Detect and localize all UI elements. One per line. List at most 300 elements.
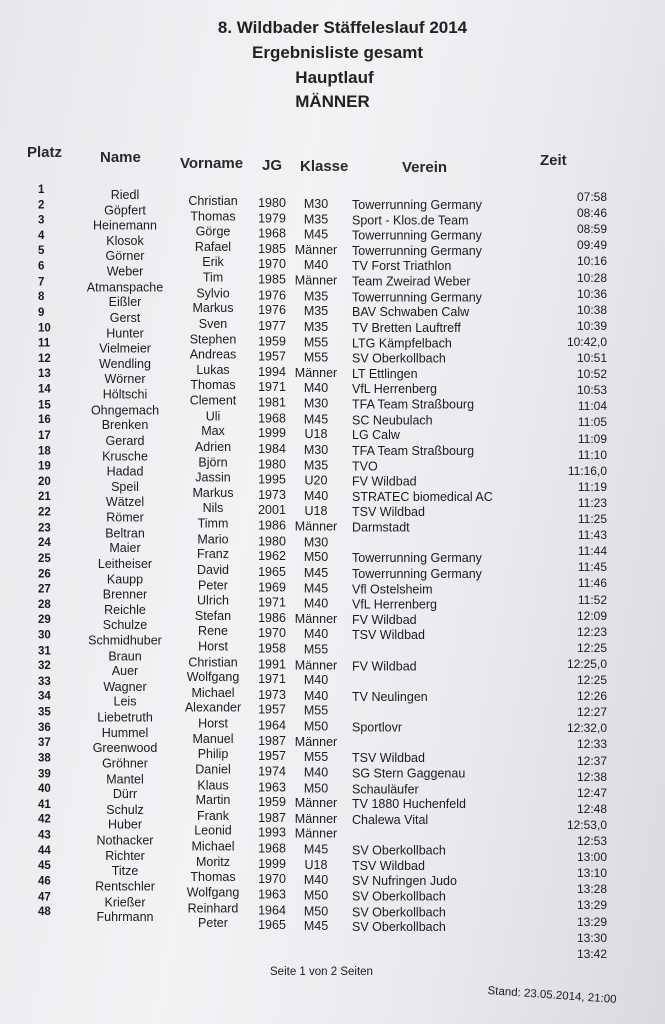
cell-name: Leis xyxy=(113,695,137,710)
cell-jg: 1976 xyxy=(258,288,286,303)
cell-name: Riedl xyxy=(110,188,140,202)
cell-klasse: Männer xyxy=(294,796,338,811)
cell-platz: 23 xyxy=(38,522,51,535)
cell-platz: 5 xyxy=(38,245,45,258)
cell-jg: 1973 xyxy=(258,487,286,502)
time-value: 12:32,0 xyxy=(566,721,607,736)
cell-klasse: M45 xyxy=(303,581,329,596)
time-value: 11:44 xyxy=(577,544,607,559)
time-value: 10:16 xyxy=(576,254,607,269)
time-value: 12:48 xyxy=(576,801,607,816)
time-value: 12:37 xyxy=(576,753,607,768)
cell-vorname: Christian xyxy=(188,654,238,669)
cell-verein: FV Wildbad xyxy=(352,658,417,673)
cell-klasse: M40 xyxy=(303,673,329,688)
cell-vorname: Görge xyxy=(195,224,231,239)
time-value: 10:42,0 xyxy=(566,334,607,349)
cell-vorname: Ulrich xyxy=(197,593,229,608)
cell-name: Wendling xyxy=(99,357,151,372)
cell-platz: 48 xyxy=(38,906,51,919)
cell-verein: TSV Wildbad xyxy=(352,505,425,520)
cell-jg: 1968 xyxy=(258,226,286,241)
cell-jg: 1971 xyxy=(258,595,286,610)
cell-klasse: Männer xyxy=(294,519,338,534)
cell-vorname: Lukas xyxy=(196,363,230,378)
cell-name: Wörner xyxy=(104,372,146,387)
cell-platz: 17 xyxy=(38,429,51,442)
time-value: 13:30 xyxy=(576,930,607,945)
cell-vorname: Daniel xyxy=(195,762,231,777)
column-header-klasse: Klasse xyxy=(300,158,349,175)
cell-jg: 1976 xyxy=(258,303,286,318)
cell-platz: 2 xyxy=(38,199,45,212)
cell-platz: 38 xyxy=(38,752,51,765)
cell-vorname: Michael xyxy=(191,839,235,854)
cell-platz: 47 xyxy=(38,890,51,903)
cell-vorname: Uli xyxy=(205,409,221,424)
cell-klasse: M45 xyxy=(303,919,329,934)
cell-verein: FV Wildbad xyxy=(352,612,417,627)
time-value: 11:09 xyxy=(577,431,607,446)
cell-platz: 41 xyxy=(38,798,51,811)
cell-vorname: Horst xyxy=(198,716,228,731)
cell-name: Klosok xyxy=(106,234,144,249)
cell-vorname: Christian xyxy=(188,194,238,208)
cell-name: Speil xyxy=(111,479,139,494)
cell-klasse: M30 xyxy=(303,535,329,550)
column-header-zeit: Zeit xyxy=(540,152,567,169)
cell-verein: LG Calw xyxy=(352,428,400,443)
cell-vorname: Peter xyxy=(198,578,228,593)
time-value: 13:10 xyxy=(576,866,607,881)
cell-platz: 28 xyxy=(38,598,51,611)
cell-jg: 1994 xyxy=(258,365,286,380)
cell-jg: 1962 xyxy=(258,549,286,564)
cell-jg: 1980 xyxy=(258,196,286,210)
cell-platz: 27 xyxy=(38,583,51,596)
time-value: 12:26 xyxy=(576,689,607,704)
cell-vorname: Manuel xyxy=(192,731,234,746)
cell-klasse: M35 xyxy=(303,458,329,473)
cell-name: Beltran xyxy=(105,526,145,541)
time-value: 10:39 xyxy=(576,318,607,333)
cell-verein: SV Oberkollbach xyxy=(352,904,446,919)
cell-jg: 1968 xyxy=(258,841,286,856)
cell-name: Dürr xyxy=(112,787,138,802)
time-value: 11:46 xyxy=(577,576,607,591)
cell-vorname: Philip xyxy=(197,747,229,762)
cell-jg: 1980 xyxy=(258,457,286,472)
cell-vorname: Tim xyxy=(202,270,224,285)
cell-name: Schulze xyxy=(102,618,148,633)
cell-verein: Towerrunning Germany xyxy=(352,566,482,581)
cell-platz: 4 xyxy=(38,230,45,243)
time-value: 11:52 xyxy=(577,592,607,607)
cell-jg: 1970 xyxy=(258,872,286,887)
cell-name: Weber xyxy=(106,264,144,279)
cell-vorname: Alexander xyxy=(184,701,242,716)
time-value: 10:52 xyxy=(576,367,607,382)
cell-vorname: Thomas xyxy=(190,870,236,885)
cell-klasse: Männer xyxy=(294,273,338,288)
cell-platz: 32 xyxy=(38,660,51,673)
time-value: 11:23 xyxy=(577,495,607,510)
cell-klasse: M40 xyxy=(303,627,329,642)
cell-verein: TVO xyxy=(352,459,378,474)
cell-klasse: M40 xyxy=(303,488,329,503)
cell-verein: TSV Wildbad xyxy=(352,628,425,643)
cell-platz: 15 xyxy=(38,399,51,412)
cell-klasse: Männer xyxy=(294,811,338,826)
cell-platz: 45 xyxy=(38,860,51,873)
cell-jg: 1999 xyxy=(258,856,286,871)
time-value: 08:46 xyxy=(576,206,607,221)
page-indicator: Seite 1 von 2 Seiten xyxy=(270,966,373,978)
cell-vorname: Markus xyxy=(192,485,234,500)
cell-verein: Schauläufer xyxy=(352,781,419,796)
cell-jg: 1957 xyxy=(258,349,286,364)
cell-verein: STRATEC biomedical AC xyxy=(352,489,493,504)
time-value: 12:25,0 xyxy=(566,656,607,671)
cell-verein: TV 1880 Huchenfeld xyxy=(352,797,466,812)
cell-jg: 2001 xyxy=(258,503,286,518)
cell-klasse: Männer xyxy=(294,657,338,672)
cell-platz: 19 xyxy=(38,460,51,473)
cell-name: Heinemann xyxy=(93,218,157,233)
cell-platz: 9 xyxy=(38,306,45,319)
cell-platz: 29 xyxy=(38,614,51,627)
cell-vorname: Sylvio xyxy=(196,286,230,301)
cell-platz: 1 xyxy=(38,184,45,196)
cell-name: Greenwood xyxy=(92,741,158,756)
time-value: 13:28 xyxy=(576,882,607,897)
cell-vorname: David xyxy=(197,562,229,577)
cell-platz: 33 xyxy=(38,675,51,688)
cell-jg: 1999 xyxy=(258,426,286,441)
list-title: Ergebnisliste gesamt xyxy=(251,43,423,62)
column-header-name: Name xyxy=(100,149,141,166)
cell-verein: Towerrunning Germany xyxy=(352,244,482,259)
cell-verein: TSV Wildbad xyxy=(352,751,425,766)
time-value: 10:38 xyxy=(576,302,607,317)
time-value: 13:29 xyxy=(576,914,607,929)
cell-name: Leitheiser xyxy=(97,556,153,571)
cell-klasse: M30 xyxy=(303,197,329,211)
cell-klasse: M35 xyxy=(303,304,329,319)
cell-name: Titze xyxy=(111,864,139,879)
cell-name: Hummel xyxy=(101,725,149,740)
cell-name: Nothacker xyxy=(96,833,154,848)
cell-platz: 44 xyxy=(38,844,51,857)
cell-name: Eißler xyxy=(108,295,142,310)
cell-jg: 1958 xyxy=(258,641,286,656)
time-value: 12:38 xyxy=(576,769,607,784)
time-value: 12:53 xyxy=(576,834,607,848)
cell-vorname: Leonid xyxy=(194,823,232,838)
cell-name: Vielmeier xyxy=(99,341,151,356)
column-header-jg: JG xyxy=(262,157,283,174)
cell-platz: 31 xyxy=(38,644,51,657)
cell-platz: 40 xyxy=(38,783,51,796)
cell-platz: 46 xyxy=(38,875,51,888)
time-value: 13:42 xyxy=(576,946,607,961)
time-value: 10:53 xyxy=(576,383,607,398)
cell-verein: TFA Team Straßbourg xyxy=(352,443,475,458)
time-value: 10:28 xyxy=(576,270,607,285)
cell-platz: 24 xyxy=(38,537,51,550)
cell-klasse: M50 xyxy=(303,903,329,918)
cell-platz: 35 xyxy=(38,706,51,719)
cell-klasse: M45 xyxy=(303,842,329,857)
cell-vorname: Klaus xyxy=(197,777,229,792)
cell-name: Liebetruth xyxy=(97,710,153,725)
cell-name: Schmidhuber xyxy=(88,633,162,648)
cell-klasse: U18 xyxy=(304,857,328,872)
cell-jg: 1981 xyxy=(258,395,286,410)
cell-vorname: Markus xyxy=(192,301,234,316)
time-value: 12:25 xyxy=(576,673,607,687)
cell-name: Fuhrmann xyxy=(96,910,154,925)
cell-verein: Vfl Ostelsheim xyxy=(352,582,433,597)
cell-vorname: Thomas xyxy=(190,378,236,393)
cell-name: Maier xyxy=(109,541,141,556)
cell-vorname: Frank xyxy=(197,808,229,823)
cell-platz: 18 xyxy=(38,445,51,458)
cell-jg: 1973 xyxy=(258,687,286,702)
time-value: 12:09 xyxy=(576,608,607,623)
cell-jg: 1993 xyxy=(258,825,286,840)
cell-platz: 16 xyxy=(38,414,51,427)
cell-klasse: M50 xyxy=(303,719,329,734)
cell-vorname: Adrien xyxy=(194,439,232,454)
cell-klasse: M40 xyxy=(303,596,329,611)
cell-jg: 1971 xyxy=(258,672,286,687)
cell-jg: 1971 xyxy=(258,380,286,395)
category-title: MÄNNER xyxy=(295,92,370,111)
cell-verein: Team Zweirad Weber xyxy=(352,274,471,289)
cell-klasse: M30 xyxy=(303,396,329,411)
time-value: 11:05 xyxy=(577,415,607,430)
cell-vorname: Reinhard xyxy=(187,900,239,915)
cell-platz: 13 xyxy=(38,368,51,381)
cell-verein: SV Oberkollbach xyxy=(352,351,446,366)
time-value: 10:36 xyxy=(576,286,607,301)
cell-jg: 1984 xyxy=(258,441,286,456)
cell-vorname: Wolfgang xyxy=(186,885,240,900)
cell-klasse: M45 xyxy=(303,565,329,580)
cell-name: Brenner xyxy=(102,587,148,602)
cell-klasse: Männer xyxy=(294,826,338,841)
cell-vorname: Moritz xyxy=(195,854,231,869)
cell-name: Hadad xyxy=(106,464,144,479)
cell-klasse: U18 xyxy=(304,427,328,442)
cell-verein: SC Neubulach xyxy=(352,413,433,428)
cell-verein: Towerrunning Germany xyxy=(352,198,482,212)
cell-verein: Darmstadt xyxy=(352,520,410,535)
cell-name: Rentschler xyxy=(95,879,155,894)
cell-vorname: Martin xyxy=(195,793,231,808)
cell-klasse: M45 xyxy=(303,227,329,242)
cell-name: Römer xyxy=(106,510,144,525)
cell-vorname: Wolfgang xyxy=(186,670,240,685)
cell-verein: Towerrunning Germany xyxy=(352,290,482,305)
cell-klasse: M55 xyxy=(303,350,329,365)
cell-vorname: Sven xyxy=(198,316,228,331)
cell-verein: TV Forst Triathlon xyxy=(352,259,452,274)
cell-verein: LT Ettlingen xyxy=(352,367,418,382)
cell-verein: FV Wildbad xyxy=(352,474,417,489)
cell-name: Krusche xyxy=(102,449,148,464)
cell-name: Gerard xyxy=(105,433,145,448)
time-value: 11:04 xyxy=(577,399,607,414)
cell-verein: SV Oberkollbach xyxy=(352,843,446,858)
time-value: 11:25 xyxy=(577,512,607,526)
time-value: 12:53,0 xyxy=(566,817,607,832)
cell-verein: BAV Schwaben Calw xyxy=(352,305,470,320)
cell-name: Braun xyxy=(108,648,142,663)
cell-jg: 1957 xyxy=(258,749,286,764)
cell-verein: SG Stern Gaggenau xyxy=(352,766,466,781)
event-title: 8. Wildbader Stäffeleslauf 2014 xyxy=(217,18,468,37)
cell-vorname: Stefan xyxy=(194,608,232,623)
cell-verein: Towerrunning Germany xyxy=(352,551,482,566)
cell-platz: 39 xyxy=(38,767,51,780)
cell-verein: TV Neulingen xyxy=(352,689,428,704)
cell-jg: 1969 xyxy=(258,580,286,595)
cell-klasse: U20 xyxy=(304,473,328,488)
cell-name: Hunter xyxy=(106,326,144,341)
cell-jg: 1987 xyxy=(258,733,286,748)
column-header-platz: Platz xyxy=(27,144,63,161)
cell-jg: 1964 xyxy=(258,718,286,733)
cell-vorname: Horst xyxy=(198,639,228,654)
cell-platz: 42 xyxy=(38,813,51,826)
cell-platz: 25 xyxy=(38,552,51,565)
cell-jg: 1991 xyxy=(258,656,286,671)
cell-vorname: Max xyxy=(201,424,225,439)
cell-vorname: Erik xyxy=(202,255,224,270)
cell-jg: 1965 xyxy=(258,564,286,579)
cell-name: Gerst xyxy=(109,310,141,325)
cell-klasse: Männer xyxy=(294,734,338,749)
cell-klasse: M50 xyxy=(303,550,329,565)
cell-verein: SV Nufringen Judo xyxy=(352,874,457,889)
cell-klasse: M50 xyxy=(303,780,329,795)
cell-vorname: Jassin xyxy=(195,470,231,485)
cell-klasse: M55 xyxy=(303,704,329,719)
cell-jg: 1987 xyxy=(258,810,286,825)
cell-vorname: Andreas xyxy=(189,347,237,362)
cell-name: Wätzel xyxy=(105,495,145,510)
cell-verein: SV Oberkollbach xyxy=(352,889,446,904)
cell-name: Kaupp xyxy=(106,572,144,587)
time-value: 11:43 xyxy=(577,528,607,543)
cell-jg: 1985 xyxy=(258,272,286,287)
cell-jg: 1959 xyxy=(258,795,286,810)
stand-timestamp: Stand: 23.05.2014, 21:00 xyxy=(487,985,617,1006)
cell-verein: Sport - Klos.de Team xyxy=(352,213,469,228)
cell-klasse: M35 xyxy=(303,289,329,304)
time-value: 12:27 xyxy=(576,705,607,720)
cell-vorname: Rene xyxy=(198,624,228,639)
cell-jg: 1985 xyxy=(258,242,286,257)
time-value: 13:29 xyxy=(576,898,607,913)
cell-jg: 1977 xyxy=(258,318,286,333)
time-value: 13:00 xyxy=(576,850,607,865)
cell-klasse: Männer xyxy=(294,366,338,381)
cell-platz: 3 xyxy=(38,214,45,227)
cell-jg: 1963 xyxy=(258,779,286,794)
cell-klasse: M55 xyxy=(303,335,329,350)
cell-jg: 1968 xyxy=(258,411,286,426)
time-value: 12:33 xyxy=(576,737,607,752)
cell-name: Göpfert xyxy=(104,203,146,218)
cell-platz: 43 xyxy=(38,829,51,842)
time-value: 11:19 xyxy=(577,479,607,494)
cell-verein: Towerrunning Germany xyxy=(352,228,482,243)
time-value: 12:47 xyxy=(576,785,607,800)
cell-platz: 26 xyxy=(38,568,51,581)
cell-verein: Chalewa Vital xyxy=(352,812,429,827)
cell-verein: VfL Herrenberg xyxy=(352,382,437,397)
cell-jg: 1970 xyxy=(258,257,286,272)
cell-name: Ohngemach xyxy=(90,403,160,418)
cell-platz: 14 xyxy=(38,383,51,396)
cell-klasse: M40 xyxy=(303,381,329,396)
cell-platz: 22 xyxy=(38,506,51,519)
cell-verein: TV Bretten Lauftreff xyxy=(352,320,461,335)
cell-jg: 1959 xyxy=(258,334,286,349)
cell-jg: 1979 xyxy=(258,211,286,226)
cell-verein: VfL Herrenberg xyxy=(352,597,437,612)
cell-name: Krießer xyxy=(104,894,146,909)
cell-klasse: Männer xyxy=(294,611,338,626)
cell-name: Wagner xyxy=(103,679,147,694)
cell-platz: 7 xyxy=(38,276,45,289)
cell-klasse: M40 xyxy=(303,765,329,780)
time-value: 10:51 xyxy=(576,351,607,365)
cell-name: Gröhner xyxy=(102,756,148,771)
cell-vorname: Franz xyxy=(197,547,229,562)
time-value: 12:23 xyxy=(576,624,607,639)
cell-jg: 1974 xyxy=(258,764,286,779)
cell-name: Brenken xyxy=(101,418,149,433)
cell-verein: Sportlovr xyxy=(352,720,403,735)
cell-jg: 1970 xyxy=(258,626,286,641)
cell-verein: SV Oberkollbach xyxy=(352,920,446,935)
time-value: 08:59 xyxy=(576,222,607,237)
cell-platz: 12 xyxy=(38,353,51,366)
cell-jg: 1995 xyxy=(258,472,286,487)
time-value: 11:16,0 xyxy=(567,463,607,478)
cell-jg: 1964 xyxy=(258,902,286,917)
cell-klasse: M55 xyxy=(303,642,329,657)
cell-vorname: Rafael xyxy=(194,240,232,255)
cell-klasse: Männer xyxy=(294,243,338,258)
cell-jg: 1965 xyxy=(258,918,286,933)
cell-name: Huber xyxy=(107,817,143,832)
cell-klasse: M45 xyxy=(303,412,329,427)
cell-jg: 1963 xyxy=(258,887,286,902)
cell-vorname: Clement xyxy=(189,393,237,408)
cell-vorname: Mario xyxy=(197,532,229,547)
cell-name: Reichle xyxy=(104,602,146,617)
cell-vorname: Björn xyxy=(198,455,228,470)
cell-platz: 37 xyxy=(38,737,51,750)
cell-platz: 8 xyxy=(38,291,45,304)
cell-vorname: Stephen xyxy=(189,332,237,347)
cell-klasse: M50 xyxy=(303,888,329,903)
